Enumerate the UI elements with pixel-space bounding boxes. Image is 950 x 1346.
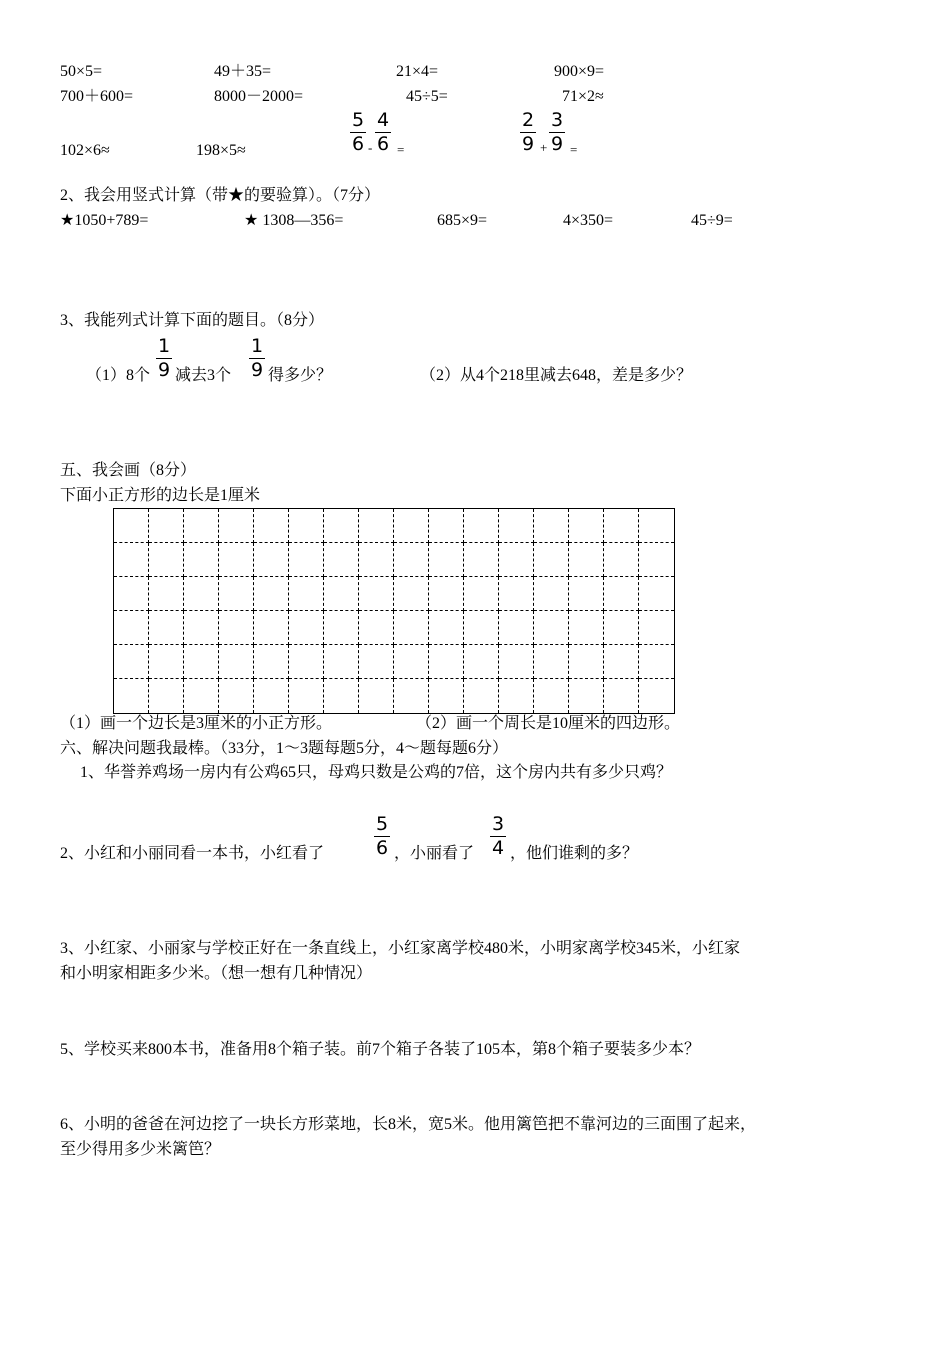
problem-text: ，小丽看了 bbox=[394, 845, 475, 862]
grid-cell[interactable] bbox=[184, 645, 219, 679]
grid-cell[interactable] bbox=[569, 577, 604, 611]
grid-cell[interactable] bbox=[254, 645, 289, 679]
draw-task: （1）画一个边长是3厘米的小正方形。 bbox=[60, 715, 333, 732]
grid-cell[interactable] bbox=[114, 611, 149, 645]
denominator: 9 bbox=[251, 359, 264, 381]
grid-cell[interactable] bbox=[394, 645, 429, 679]
grid-cell[interactable] bbox=[114, 679, 149, 713]
grid-cell[interactable] bbox=[289, 611, 324, 645]
grid-cell[interactable] bbox=[429, 611, 464, 645]
grid-cell[interactable] bbox=[184, 679, 219, 713]
grid-cell[interactable] bbox=[149, 679, 184, 713]
section-title: 五、我会画（8分） bbox=[60, 462, 197, 479]
grid-cell[interactable] bbox=[114, 645, 149, 679]
grid-cell[interactable] bbox=[464, 679, 499, 713]
grid-cell[interactable] bbox=[569, 645, 604, 679]
fraction bbox=[249, 337, 265, 380]
oral-item: 700＋600= bbox=[60, 88, 134, 105]
grid-cell[interactable] bbox=[569, 543, 604, 577]
grid-cell[interactable] bbox=[149, 543, 184, 577]
grid-cell[interactable] bbox=[359, 679, 394, 713]
numerator: 1 bbox=[158, 335, 171, 357]
problem-text: 3、小红家、小丽家与学校正好在一条直线上，小红家离学校480米，小明家离学校345米，小红家 bbox=[60, 940, 741, 957]
grid-cell[interactable] bbox=[324, 577, 359, 611]
grid-cell[interactable] bbox=[499, 577, 534, 611]
grid-cell[interactable] bbox=[639, 611, 674, 645]
drawing-grid[interactable] bbox=[113, 508, 675, 714]
grid-cell[interactable] bbox=[394, 577, 429, 611]
grid-cell[interactable] bbox=[184, 543, 219, 577]
numerator: 2 bbox=[522, 109, 535, 131]
question-title: 2、我会用竖式计算（带★的要验算）。（7分） bbox=[60, 187, 381, 204]
denominator: 9 bbox=[522, 133, 535, 155]
grid-cell[interactable] bbox=[569, 611, 604, 645]
oral-item: 900×9= bbox=[554, 63, 605, 80]
numerator: 3 bbox=[492, 813, 505, 835]
grid-cell[interactable] bbox=[604, 611, 639, 645]
grid-cell[interactable] bbox=[254, 577, 289, 611]
grid-cell[interactable] bbox=[324, 645, 359, 679]
q3-item1-text: 减去3个 bbox=[175, 367, 232, 384]
grid-cell[interactable] bbox=[219, 509, 254, 543]
question-title: 3、我能列式计算下面的题目。（8分） bbox=[60, 312, 325, 329]
grid-cell[interactable] bbox=[324, 611, 359, 645]
fraction bbox=[156, 337, 172, 380]
denominator: 6 bbox=[352, 133, 365, 155]
calc-item: ★ 1308—356= bbox=[244, 212, 344, 229]
q3-item1-text: （1）8个 bbox=[86, 367, 151, 384]
grid-cell[interactable] bbox=[289, 509, 324, 543]
grid-cell[interactable] bbox=[184, 509, 219, 543]
grid-cell[interactable] bbox=[149, 509, 184, 543]
grid-cell[interactable] bbox=[114, 577, 149, 611]
grid-cell[interactable] bbox=[464, 577, 499, 611]
grid-cell[interactable] bbox=[149, 645, 184, 679]
grid-cell[interactable] bbox=[569, 679, 604, 713]
denominator: 4 bbox=[492, 837, 505, 859]
q3-item2-text: （2）从4个218里减去648，差是多少？ bbox=[420, 367, 693, 384]
grid-cell[interactable] bbox=[254, 611, 289, 645]
grid-cell[interactable] bbox=[534, 577, 569, 611]
section-title: 六、解决问题我最棒。（33分，1～3题每题5分，4～题每题6分） bbox=[60, 740, 509, 757]
oral-item: 198×5≈ bbox=[196, 142, 246, 159]
grid-cell[interactable] bbox=[639, 577, 674, 611]
problem-text: 1、华誉养鸡场一房内有公鸡65只，母鸡只数是公鸡的7倍，这个房内共有多少只鸡？ bbox=[80, 764, 673, 781]
grid-cell[interactable] bbox=[499, 679, 534, 713]
grid-cell[interactable] bbox=[149, 577, 184, 611]
oral-item: 8000－2000= bbox=[214, 88, 304, 105]
grid-cell[interactable] bbox=[534, 543, 569, 577]
problem-text: 和小明家相距多少米。（想一想有几种情况） bbox=[60, 965, 373, 982]
grid-cell[interactable] bbox=[464, 509, 499, 543]
grid-cell[interactable] bbox=[219, 679, 254, 713]
grid-cell[interactable] bbox=[534, 611, 569, 645]
operator: - bbox=[368, 140, 373, 155]
equals-sign: = bbox=[570, 142, 578, 157]
grid-cell[interactable] bbox=[464, 611, 499, 645]
problem-text: 至少得用多少米篱笆？ bbox=[60, 1141, 221, 1158]
fraction bbox=[490, 815, 506, 858]
grid-cell[interactable] bbox=[184, 577, 219, 611]
fraction bbox=[375, 111, 391, 154]
operator: + bbox=[540, 140, 548, 155]
grid-cell[interactable] bbox=[324, 679, 359, 713]
grid-cell[interactable] bbox=[289, 577, 324, 611]
grid-cell[interactable] bbox=[394, 509, 429, 543]
grid-cell[interactable] bbox=[394, 611, 429, 645]
fraction bbox=[350, 111, 366, 154]
grid-cell[interactable] bbox=[499, 509, 534, 543]
calc-item: ★1050+789= bbox=[60, 212, 149, 229]
grid-cell[interactable] bbox=[359, 543, 394, 577]
fraction bbox=[549, 111, 565, 154]
grid-cell[interactable] bbox=[219, 543, 254, 577]
grid-cell[interactable] bbox=[289, 645, 324, 679]
numerator: 4 bbox=[377, 109, 390, 131]
grid-cell[interactable] bbox=[394, 679, 429, 713]
numerator: 5 bbox=[376, 813, 389, 835]
numerator: 3 bbox=[551, 109, 564, 131]
grid-cell[interactable] bbox=[429, 679, 464, 713]
calc-item: 4×350= bbox=[563, 212, 614, 229]
equals-sign: = bbox=[397, 142, 405, 157]
oral-item: 71×2≈ bbox=[562, 88, 604, 105]
grid-cell[interactable] bbox=[359, 645, 394, 679]
denominator: 9 bbox=[158, 359, 171, 381]
oral-item: 102×6≈ bbox=[60, 142, 110, 159]
fraction bbox=[374, 815, 390, 858]
grid-cell[interactable] bbox=[394, 543, 429, 577]
grid-cell[interactable] bbox=[219, 577, 254, 611]
section-subtitle: 下面小正方形的边长是1厘米 bbox=[60, 487, 261, 504]
grid-cell[interactable] bbox=[534, 679, 569, 713]
grid-cell[interactable] bbox=[254, 679, 289, 713]
grid-cell[interactable] bbox=[324, 509, 359, 543]
grid-cell[interactable] bbox=[499, 645, 534, 679]
grid-cell[interactable] bbox=[604, 645, 639, 679]
problem-text: 5、学校买来800本书，准备用8个箱子装。前7个箱子各装了105本，第8个箱子要装多少本？ bbox=[60, 1041, 701, 1058]
calc-item: 45÷9= bbox=[691, 212, 733, 229]
grid-cell[interactable] bbox=[604, 509, 639, 543]
grid-cell[interactable] bbox=[464, 543, 499, 577]
grid-cell[interactable] bbox=[604, 543, 639, 577]
numerator: 1 bbox=[251, 335, 264, 357]
grid-cell[interactable] bbox=[219, 645, 254, 679]
calc-item: 685×9= bbox=[437, 212, 488, 229]
grid-cell[interactable] bbox=[534, 645, 569, 679]
grid-cell[interactable] bbox=[569, 509, 604, 543]
grid-cell[interactable] bbox=[429, 543, 464, 577]
grid-cell[interactable] bbox=[639, 645, 674, 679]
grid-cell[interactable] bbox=[359, 611, 394, 645]
denominator: 6 bbox=[376, 837, 389, 859]
grid-cell[interactable] bbox=[429, 645, 464, 679]
grid-cell[interactable] bbox=[639, 509, 674, 543]
grid-cell[interactable] bbox=[604, 679, 639, 713]
oral-item: 21×4= bbox=[396, 63, 439, 80]
grid-cell[interactable] bbox=[499, 543, 534, 577]
denominator: 9 bbox=[551, 133, 564, 155]
grid-cell[interactable] bbox=[289, 543, 324, 577]
grid-cell[interactable] bbox=[219, 611, 254, 645]
grid-cell[interactable] bbox=[114, 543, 149, 577]
grid-cell[interactable] bbox=[324, 543, 359, 577]
numerator: 5 bbox=[352, 109, 365, 131]
grid-cell[interactable] bbox=[464, 645, 499, 679]
grid-cell[interactable] bbox=[359, 509, 394, 543]
grid-cell[interactable] bbox=[429, 577, 464, 611]
q3-item1-text: 得多少？ bbox=[268, 367, 333, 384]
grid-cell[interactable] bbox=[254, 543, 289, 577]
grid-cell[interactable] bbox=[429, 509, 464, 543]
grid-cell[interactable] bbox=[184, 611, 219, 645]
grid-cell[interactable] bbox=[639, 543, 674, 577]
problem-text: 6、小明的爸爸在河边挖了一块长方形菜地，长8米，宽5米。他用篱笆把不靠河边的三面围了起来， bbox=[60, 1116, 757, 1133]
grid-cell[interactable] bbox=[639, 679, 674, 713]
grid-cell[interactable] bbox=[289, 679, 324, 713]
grid-cell[interactable] bbox=[534, 509, 569, 543]
grid-cell[interactable] bbox=[149, 611, 184, 645]
fraction bbox=[520, 111, 536, 154]
oral-item: 45÷5= bbox=[406, 88, 448, 105]
grid-cell[interactable] bbox=[114, 509, 149, 543]
problem-text: ，他们谁剩的多？ bbox=[510, 845, 639, 862]
problem-text: 2、小红和小丽同看一本书，小红看了 bbox=[60, 845, 325, 862]
grid-cell[interactable] bbox=[499, 611, 534, 645]
grid-cell[interactable] bbox=[359, 577, 394, 611]
grid-cell[interactable] bbox=[254, 509, 289, 543]
denominator: 6 bbox=[377, 133, 390, 155]
oral-item: 50×5= bbox=[60, 63, 103, 80]
oral-item: 49＋35= bbox=[214, 63, 272, 80]
grid-cell[interactable] bbox=[604, 577, 639, 611]
draw-task: （2）画一个周长是10厘米的四边形。 bbox=[416, 715, 681, 732]
